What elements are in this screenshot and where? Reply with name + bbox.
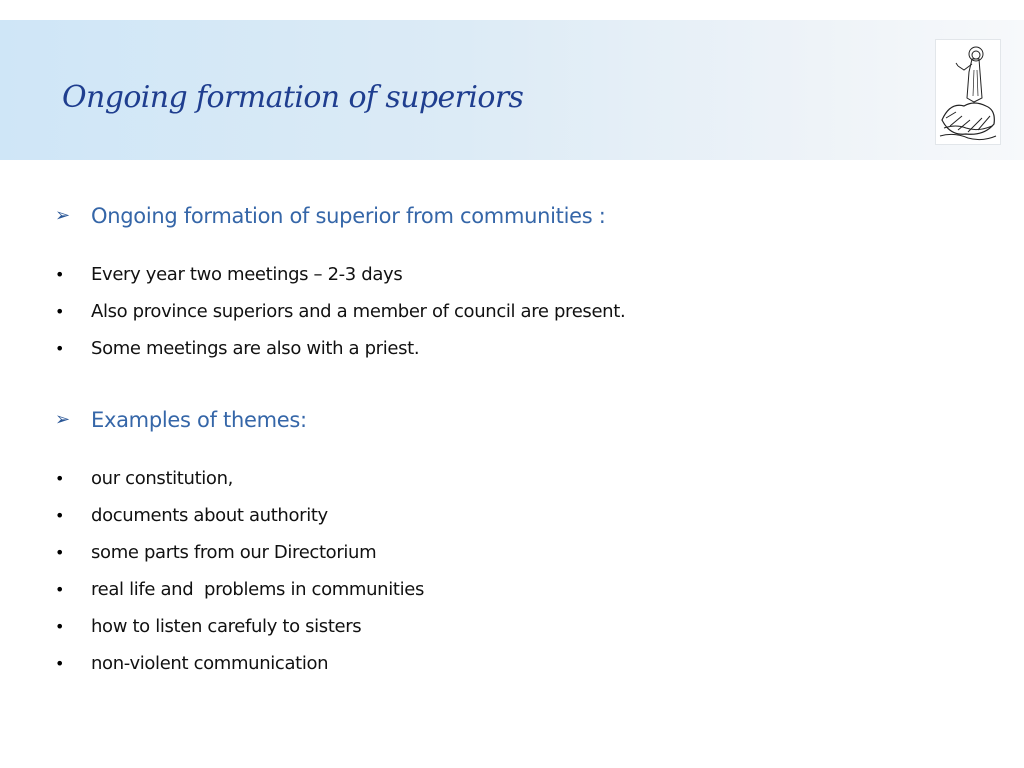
list-item xyxy=(55,497,995,534)
list-item-text: non-violent communication xyxy=(91,653,329,674)
bullet-dot-icon: • xyxy=(55,543,65,562)
list-item xyxy=(55,293,995,330)
list-item xyxy=(55,330,995,367)
bullet-list xyxy=(55,460,995,682)
list-item xyxy=(55,571,995,608)
slide-title: Ongoing formation of superiors xyxy=(62,80,524,115)
list-item xyxy=(55,534,995,571)
bullet-dot-icon: • xyxy=(55,580,65,599)
list-item-text: our constitution, xyxy=(91,468,234,489)
bullet-dot-icon: • xyxy=(55,265,65,284)
list-item-text: some parts from our Directorium xyxy=(91,542,377,563)
list-item-text: Some meetings are also with a priest. xyxy=(91,338,420,359)
section-heading: Examples of themes: xyxy=(91,408,307,432)
section-ongoing-formation xyxy=(55,201,995,367)
list-item-text: Every year two meetings – 2-3 days xyxy=(91,264,403,285)
bullet-dot-icon: • xyxy=(55,654,65,673)
section-heading-row xyxy=(55,201,995,231)
list-item-text: documents about authority xyxy=(91,505,328,526)
arrow-bullet-icon: ➢ xyxy=(55,205,71,226)
list-item-text: Also province superiors and a member of council are present. xyxy=(91,301,626,322)
list-item xyxy=(55,645,995,682)
section-heading: Ongoing formation of superior from communities : xyxy=(91,204,606,228)
bullet-dot-icon: • xyxy=(55,617,65,636)
section-examples-of-themes xyxy=(55,405,995,682)
list-item xyxy=(55,608,995,645)
religious-figure-logo-icon xyxy=(935,39,1001,145)
list-item-text: how to listen carefuly to sisters xyxy=(91,616,362,637)
arrow-bullet-icon: ➢ xyxy=(55,409,71,430)
bullet-dot-icon: • xyxy=(55,469,65,488)
bullet-dot-icon: • xyxy=(55,506,65,525)
list-item-text: real life and problems in communities xyxy=(91,579,424,600)
bullet-dot-icon: • xyxy=(55,302,65,321)
list-item xyxy=(55,256,995,293)
bullet-list xyxy=(55,256,995,367)
section-heading-row xyxy=(55,405,995,435)
bullet-dot-icon: • xyxy=(55,339,65,358)
list-item xyxy=(55,460,995,497)
